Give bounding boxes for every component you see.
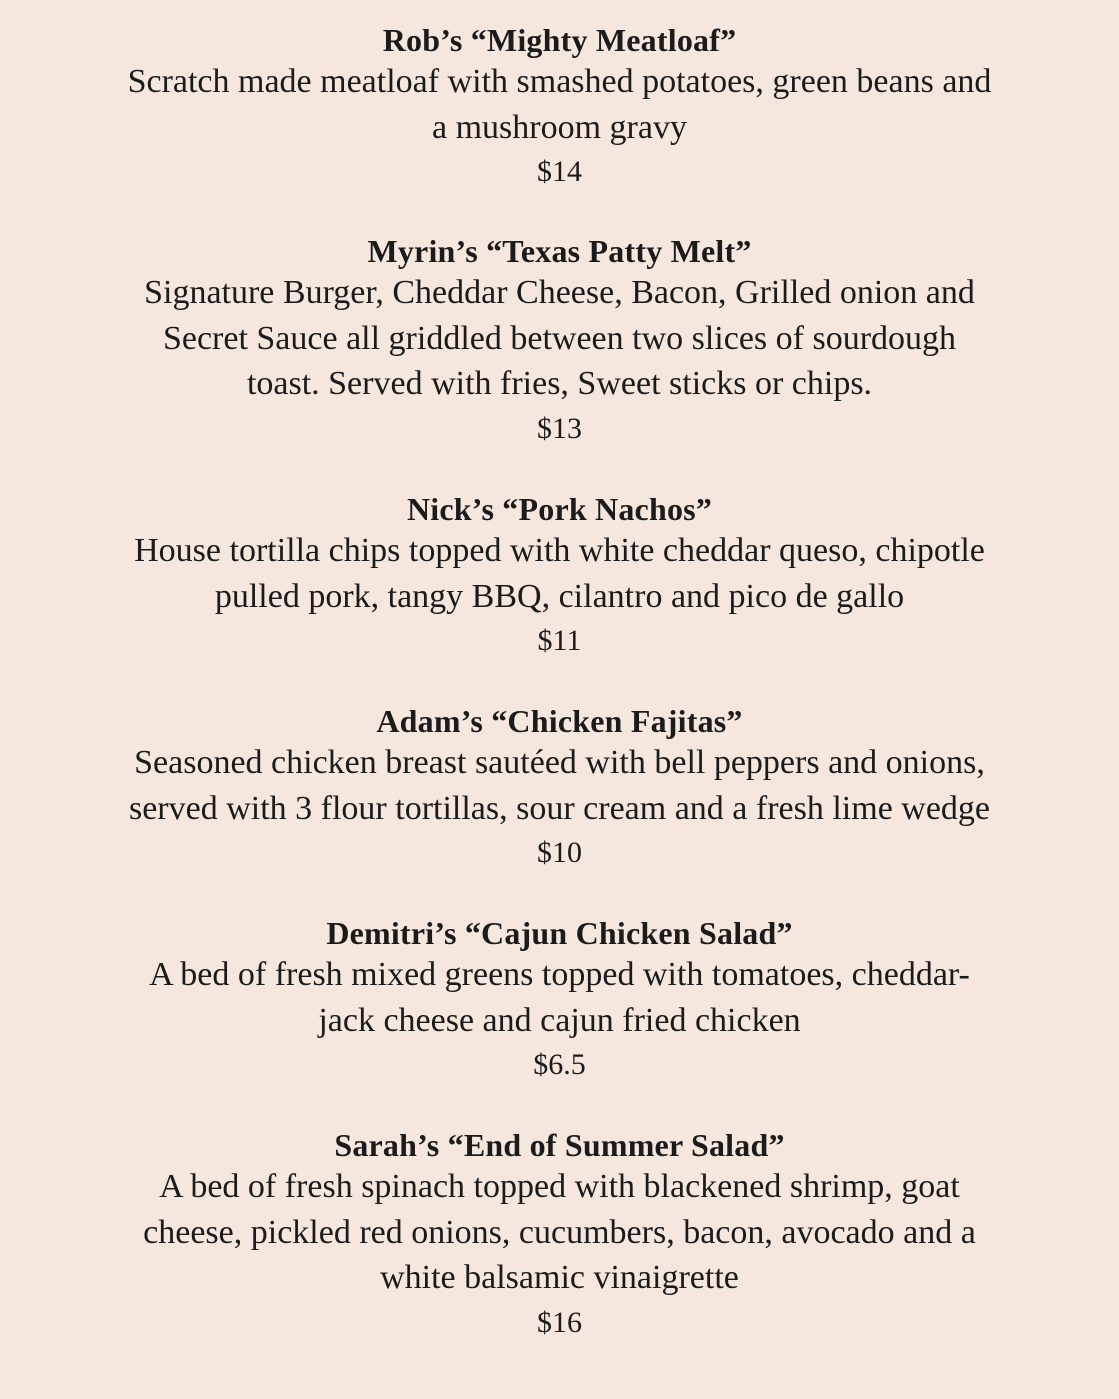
- item-price: $13: [537, 411, 582, 445]
- menu-item-pork-nachos: [40, 490, 1079, 663]
- item-description: Scratch made meatloaf with smashed potatoes, green beans and a mushroom gravy: [127, 63, 992, 146]
- item-description: House tortilla chips topped with white cheddar queso, chipotle pulled pork, tangy BBQ, cilantro and pico de gallo: [134, 532, 985, 615]
- menu-item-cajun-chicken-salad: [40, 914, 1079, 1087]
- item-name: Sarah’s “End of Summer Salad”: [334, 1127, 785, 1163]
- item-price: $14: [537, 155, 582, 188]
- item-name: Adam’s “Chicken Fajitas”: [376, 703, 743, 739]
- menu-item-meatloaf: [40, 21, 1079, 194]
- item-description: Seasoned chicken breast sautéed with bell peppers and onions, served with 3 flour tortillas, sour cream and a fresh lime wedge: [128, 744, 991, 827]
- item-description: Signature Burger, Cheddar Cheese, Bacon, Grilled onion and Secret Sauce all griddled between two slices of sourdough toast. Served with fries, Sweet sticks or chips.: [144, 274, 975, 402]
- menu-item-patty-melt: [40, 232, 1079, 451]
- item-description: A bed of fresh spinach topped with blackened shrimp, goat cheese, pickled red onions, cucumbers, bacon, avocado and a white balsamic vinaigrette: [143, 1168, 976, 1296]
- item-name: Nick’s “Pork Nachos”: [406, 491, 713, 527]
- item-name: Myrin’s “Texas Patty Melt”: [367, 233, 752, 269]
- item-price: $16: [537, 1305, 582, 1339]
- item-price: $10: [537, 836, 582, 869]
- item-price: $11: [537, 624, 582, 657]
- menu-item-summer-salad: [40, 1126, 1079, 1345]
- item-price: $6.5: [533, 1048, 586, 1081]
- menu-item-chicken-fajitas: [40, 702, 1079, 875]
- item-description: A bed of fresh mixed greens topped with tomatoes, cheddar- jack cheese and cajun fried chicken: [149, 956, 970, 1039]
- item-name: Demitri’s “Cajun Chicken Salad”: [326, 915, 793, 951]
- item-name: Rob’s “Mighty Meatloaf”: [382, 22, 737, 58]
